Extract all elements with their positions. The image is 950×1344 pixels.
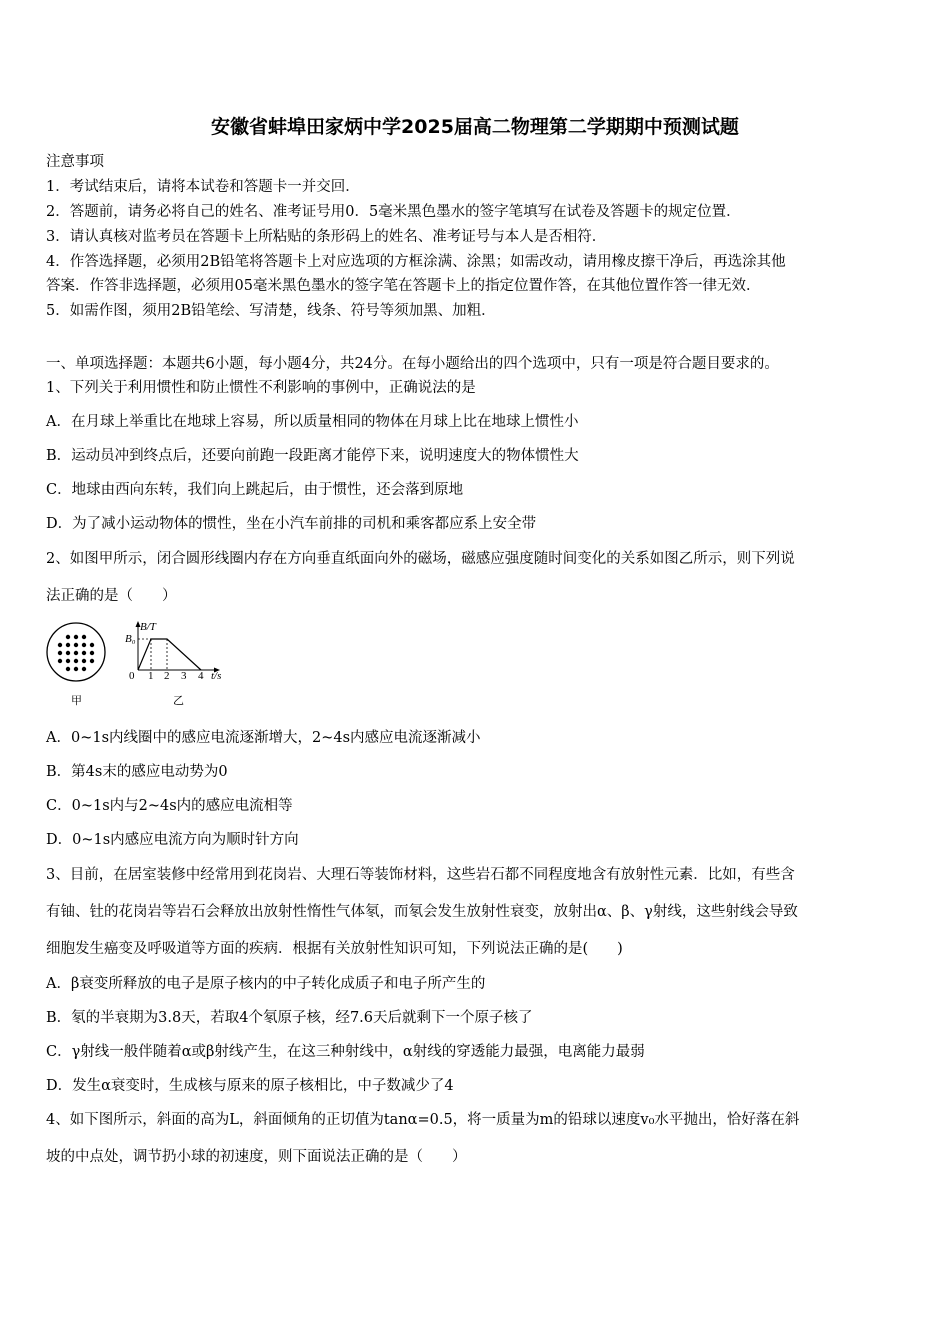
notice-item-1: 1．考试结束后，请将本试卷和答题卡一并交回． — [46, 179, 360, 195]
b-t-curve — [138, 639, 201, 670]
figure-label-yi: 乙 — [173, 695, 184, 707]
q4-stem-line1: 4、如下图所示，斜面的高为L，斜面倾角的正切值为tanα=0.5，将一质量为m的铅球以速度v₀水平抛出，恰好落在斜 — [46, 1112, 800, 1128]
q4-stem-line2: 坡的中点处，调节扔小球的初速度，则下面说法正确的是（ ） — [46, 1149, 467, 1165]
notice-item-3: 3．请认真核对监考员在答题卡上所粘贴的条形码上的姓名、准考证号与本人是否相符． — [46, 229, 607, 245]
q2-option-d: D．0~1s内感应电流方向为顺时针方向 — [46, 832, 299, 848]
q3-option-a: A．β衰变所释放的电子是原子核内的中子转化成质子和电子所产生的 — [46, 976, 486, 992]
y-axis-label: B/T — [140, 621, 156, 633]
q3-option-d: D．发生α衰变时，生成核与原来的原子核相比，中子数减少了4 — [46, 1078, 454, 1094]
notice-heading: 注意事项 — [46, 154, 104, 170]
figure-label-jia: 甲 — [71, 695, 82, 707]
q3-option-b: B．氡的半衰期为3.8天，若取4个氡原子核，经7.6天后就剩下一个原子核了 — [46, 1010, 533, 1026]
q1-option-b: B．运动员冲到终点后，还要向前跑一段距离才能停下来，说明速度大的物体惯性大 — [46, 448, 579, 464]
notice-item-2: 2．答题前，请务必将自己的姓名、准考证号用0．5毫米黑色墨水的签字笔填写在试卷及答题卡的规定位置． — [46, 204, 741, 220]
tick-4: 4 — [198, 670, 204, 682]
q3-option-c: C．γ射线一般伴随着α或β射线产生，在这三种射线中，α射线的穿透能力最强，电离能力最弱 — [46, 1044, 645, 1060]
q1-option-d: D．为了减小运动物体的惯性，坐在小汽车前排的司机和乘客都应系上安全带 — [46, 516, 537, 532]
q1-option-a: A．在月球上举重比在地球上容易，所以质量相同的物体在月球上比在地球上惯性小 — [46, 414, 579, 430]
q3-stem-line2: 有铀、钍的花岗岩等岩石会释放出放射性惰性气体氡，而氡会发生放射性衰变，放射出α、β、γ射线，这些射线会导致 — [46, 904, 798, 920]
notice-item-5: 5．如需作图，须用2B铅笔绘、写清楚，线条、符号等须加黑、加粗． — [46, 303, 496, 319]
q2-option-a: A．0~1s内线圈中的感应电流逐渐增大，2~4s内感应电流逐渐减小 — [46, 730, 481, 746]
section-heading: 一、单项选择题：本题共6小题，每小题4分，共24分。在每小题给出的四个选项中，只有一项是符合题目要求的。 — [46, 356, 779, 372]
magnetic-field-dots — [58, 635, 94, 671]
b0-label: B₀ — [125, 633, 136, 645]
notice-item-4: 4．作答选择题，必须用2B铅笔将答题卡上对应选项的方框涂满、涂黑；如需改动，请用橡皮擦干净后，再选涂其他 — [46, 254, 786, 270]
notice-item-4-cont: 答案．作答非选择题，必须用05毫米黑色墨水的签字笔在答题卡上的指定位置作答，在其他位置作答一律无效． — [46, 278, 761, 294]
page-title: 安徽省蚌埠田家炳中学2025届高二物理第二学期期中预测试题 — [211, 116, 739, 138]
q2-stem-line2: 法正确的是（ ） — [46, 588, 177, 604]
q2-option-b: B．第4s末的感应电动势为0 — [46, 764, 228, 780]
x-axis-label: t/s — [211, 670, 222, 682]
q2-figure — [40, 616, 240, 712]
q3-stem-line3: 细胞发生癌变及呼吸道等方面的疾病．根据有关放射性知识可知，下列说法正确的是( ) — [46, 941, 623, 957]
q2-option-c: C．0~1s内与2~4s内的感应电流相等 — [46, 798, 293, 814]
q1-option-c: C．地球由西向东转，我们向上跳起后，由于惯性，还会落到原地 — [46, 482, 464, 498]
q1-stem: 1、下列关于利用惯性和防止惯性不利影响的事例中，正确说法的是 — [46, 380, 476, 396]
q3-stem-line1: 3、目前，在居室装修中经常用到花岗岩、大理石等装饰材料，这些岩石都不同程度地含有放射性元素．比如，有些含 — [46, 867, 795, 883]
tick-1: 1 — [148, 670, 154, 682]
tick-3: 3 — [181, 670, 187, 682]
tick-0: 0 — [129, 670, 135, 682]
q2-stem-line1: 2、如图甲所示，闭合圆形线圈内存在方向垂直纸面向外的磁场，磁感应强度随时间变化的关系如图乙所示，则下列说 — [46, 551, 795, 567]
tick-2: 2 — [164, 670, 170, 682]
